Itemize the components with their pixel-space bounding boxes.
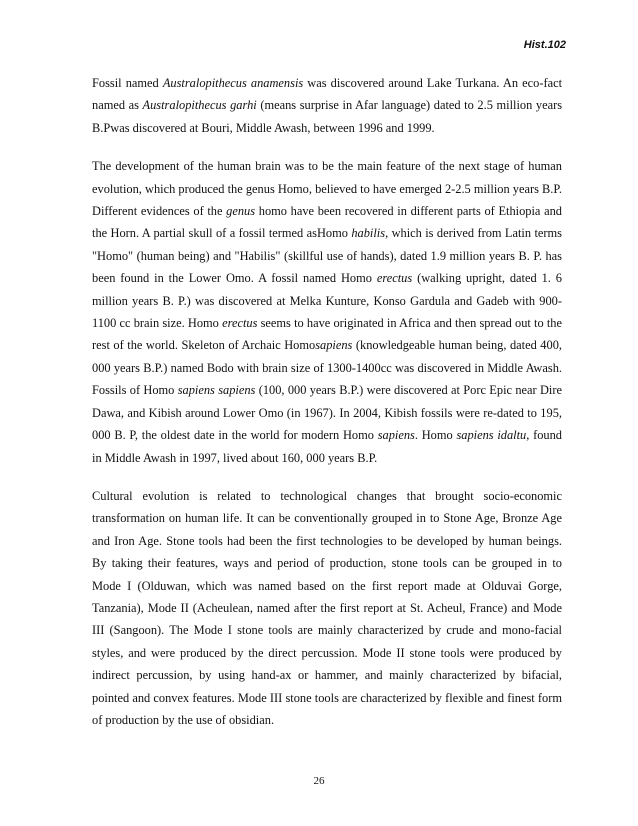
text-run: , found in Middle Awash in 1997, lived about 160, 000 years B.P. [92,428,563,465]
italic-term: sapiens [377,428,415,443]
text-run: Fossil named [92,76,163,90]
italic-term: sapiens idaltu [456,428,527,443]
text-run: which is derived from Latin terms "Homo" (human being) and "Habilis" (skillful use of hands), dated 1.9 million years B. P. has been found in the Lower Omo. A fossil named Homo [92,226,562,286]
paragraph-human-brain-development [92,155,562,469]
italic-term: Australopithecus anamensis [162,76,304,90]
italic-term: sapiens sapiens [177,383,256,398]
paragraph-cultural-evolution [92,485,562,731]
text-run: The development of the human brain was to be the main feature of the next stage of human evolution, which produced the genus Homo, believed to have emerged 2-2.5 million years B.P. Different evidences of the [92,159,562,219]
course-code-header: Hist.102 [523,39,566,51]
italic-term: sapiens [315,338,353,353]
text-run: (walking upright, dated 1. 6 million years B. P.) was discovered at Melka Kunture, Konso Gardula and Gadeb with 900-1100 cc brain size. Homo [92,271,563,331]
text-run: . Homo [414,428,457,443]
italic-term: habilis, [351,226,389,241]
text-run: seems to have originated in Africa and then spread out to the rest of the world. Skeleton of Archaic Homo [92,316,562,353]
italic-term: erectus [222,316,258,331]
text-run: was discovered around Lake Turkana. An eco-fact named as [92,76,563,113]
italic-term: genus [226,204,256,219]
italic-term: Australopithecus garhi [142,98,257,113]
italic-term: erectus [376,271,413,286]
page-number: 26 [313,775,325,787]
text-run: (means surprise in Afar language) dated to 2.5 million years B.Pwas discovered at Bouri, Middle Awash, between 1996 and 1999. [92,98,563,135]
paragraph-fossil-discoveries [92,72,562,139]
text-run: (knowledgeable human being, dated 400, 000 years B.P.) named Bodo with brain size of 1300-1400cc was discovered in Middle Awash. Fossils of Homo [92,338,562,398]
text-run: Cultural evolution is related to technological changes that brought socio-economic transformation on human life. It can be conventionally grouped in to Stone Age, Bronze Age and Iron Age. Stone tools had been the first technologies to be developed by human beings. By taking their features, ways and period of production, stone tools can be grouped in to Mode I (Olduwan, which was named based on the first report made at Olduvai Gorge, Tanzania), Mode II (Acheulean, named after the first report at St. Acheul, France) and Mode III (Sangoon). The Mode I stone tools are mainly characterized by crude and mono-facial styles, and were produced by the direct percussion. Mode II stone tools were produced by indirect percussion, by using hand-ax or hammer, and mainly characterized by bifacial, pointed and convex features. Mode III stone tools are characterized by flexible and finest form of production by the use of obsidian. [92,488,562,727]
text-run: (100, 000 years B.P.) were discovered at Porc Epic near Dire Dawa, and Kibish around Lower Omo (in 1967). In 2004, Kibish fossils were re-dated to 195, 000 B. P, the oldest date in the world for modern Homo [92,383,562,443]
text-run: homo have been recovered in different parts of Ethiopia and the Horn. A partial skull of a fossil termed asHomo [92,204,562,241]
body-text [92,72,562,747]
